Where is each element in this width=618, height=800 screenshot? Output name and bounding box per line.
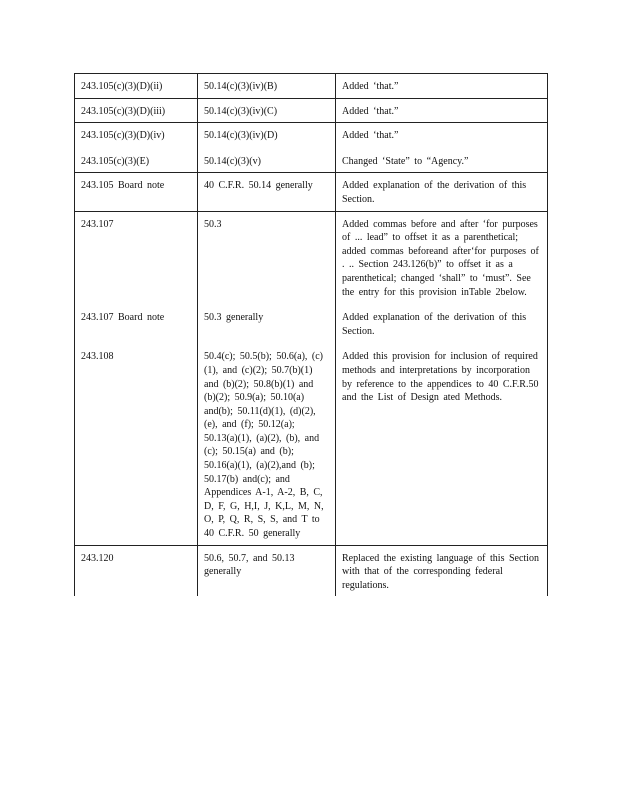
illinois-section-text: 243.105(c)(3)(E) <box>81 155 150 167</box>
table-row <box>75 545 548 596</box>
illinois-section-cell <box>75 211 198 303</box>
illinois-section-text: 243.108 <box>81 351 114 363</box>
federal-source-cell <box>198 74 336 99</box>
illinois-section-text: 243.105(c)(3)(D)(iii) <box>81 105 166 117</box>
illinois-section-cell <box>75 147 198 173</box>
revision-note-text: Added commas before and after ‘for purposes of ... lead” to offset it as a parenthetical; added commas beforeand after‘for purposes of . .. Section 243.126(b)” to offset it as a parenthetical; changed ‘shall” to ‘must”. See the entry for this provision inTable 2below. <box>342 218 539 298</box>
revision-note-cell <box>336 123 548 147</box>
revision-note-text: Added explanation of the derivation of this Section. <box>342 180 527 205</box>
illinois-section-text: 243.105(c)(3)(D)(ii) <box>81 81 163 92</box>
federal-source-cell <box>198 147 336 173</box>
revision-note-cell <box>336 303 548 342</box>
revision-note-text: Replaced the existing language of this Section with that of the corresponding federal regulations. <box>342 552 539 591</box>
revision-note-text: Changed ‘State” to “Agency.” <box>342 155 469 167</box>
federal-source-cell <box>198 545 336 596</box>
federal-source-cell <box>198 342 336 545</box>
illinois-section-cell <box>75 545 198 596</box>
table-row <box>75 123 548 147</box>
illinois-section-cell <box>75 303 198 342</box>
illinois-section-text: 243.107 <box>81 218 114 230</box>
federal-source-text: 50.14(c)(3)(iv)(D) <box>204 130 278 142</box>
illinois-section-text: 243.120 <box>81 552 114 564</box>
federal-source-text: 50.3 generally <box>204 312 264 324</box>
table-subrow <box>75 147 548 173</box>
federal-source-text: 50.14(c)(3)(iv)(C) <box>204 105 278 117</box>
table-subrow <box>75 342 548 545</box>
revision-note-text: Added ‘that.” <box>342 130 399 142</box>
illinois-section-text: 243.105(c)(3)(D)(iv) <box>81 130 165 142</box>
illinois-section-cell <box>75 342 198 545</box>
revision-note-cell <box>336 342 548 545</box>
illinois-section-cell <box>75 123 198 147</box>
federal-source-text: 50.3 <box>204 218 222 230</box>
federal-source-cell <box>198 303 336 342</box>
federal-source-text: 50.14(c)(3)(v) <box>204 155 261 167</box>
revision-note-text: Added ‘that.” <box>342 105 399 117</box>
federal-source-cell <box>198 123 336 147</box>
revision-note-text: Added this provision for inclusion of required methods and interpretations by incorporation by reference to the appendices to 40 C.F.R.50 and the List of Design ated Methods. <box>342 351 539 404</box>
revision-note-cell <box>336 211 548 303</box>
table-row <box>75 74 548 99</box>
illinois-section-cell <box>75 74 198 99</box>
illinois-section-text: 243.107 Board note <box>81 312 165 324</box>
revision-note-text: Added ‘that.” <box>342 81 399 92</box>
federal-source-text: 50.6, 50.7, and 50.13 generally <box>204 552 295 578</box>
table-row <box>75 211 548 303</box>
federal-source-text: 50.4(c); 50.5(b); 50.6(a), (c)(1), and (c)(2); 50.7(b)(1) and (b)(2); 50.8(b)(1) and (b)(2); 50.9(a); 50.10(a) and(b); 50.11(d)(1), (d)(2), (e), and (f); 50.12(a); 50.13(a)(1), (a)(2), (b), and (c); 50.15(a) and (b); 50.16(a)(1), (a)(2),and (b); 50.17(b) and(c); and Appendices A-1, A-2, B, C, D, F, G, H,I, J, K,L, M, N, O, P, Q, R, S, S, and T to 40 C.F.R. 50 generally <box>204 351 324 540</box>
illinois-section-text: 243.105 Board note <box>81 180 165 192</box>
revision-note-cell <box>336 98 548 123</box>
table-row <box>75 98 548 123</box>
revision-note-text: Added explanation of the derivation of this Section. <box>342 312 527 337</box>
federal-source-text: 40 C.F.R. 50.14 generally <box>204 180 313 192</box>
table-subrow <box>75 303 548 342</box>
federal-source-text: 50.14(c)(3)(iv)(B) <box>204 81 278 92</box>
federal-source-cell <box>198 98 336 123</box>
revision-note-cell <box>336 173 548 211</box>
federal-source-cell <box>198 211 336 303</box>
revision-note-cell <box>336 147 548 173</box>
revision-note-cell <box>336 74 548 99</box>
revision-note-cell <box>336 545 548 596</box>
illinois-section-cell <box>75 98 198 123</box>
illinois-section-cell <box>75 173 198 211</box>
table-row <box>75 173 548 211</box>
federal-source-cell <box>198 173 336 211</box>
derivation-table <box>74 73 548 596</box>
